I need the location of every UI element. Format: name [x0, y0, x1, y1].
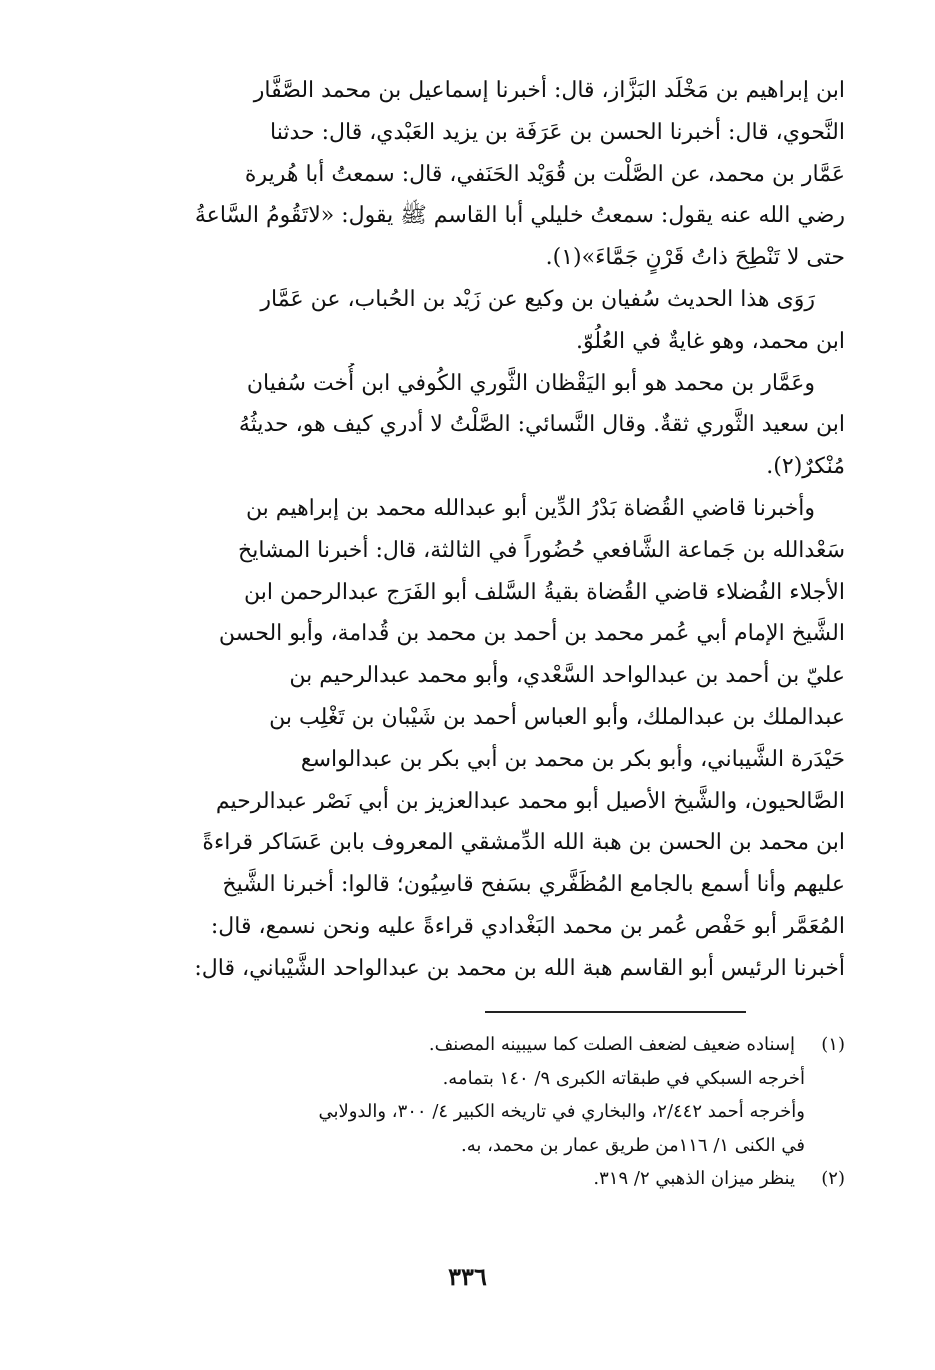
text-line: عبدالملك بن عبدالملك، وأبو العباس أحمد بن شَيْبان بن تَغْلِب بن: [269, 704, 845, 730]
paragraph-narration-note: [100, 279, 845, 363]
text-line: حَيْدَرة الشَّيباني، وأبو بكر بن محمد بن أبي بكر بن عبدالواسع: [300, 746, 845, 772]
footnote-number: (٢): [821, 1168, 845, 1189]
paragraph-narrator-assessment: [100, 363, 845, 488]
text-line: ابن محمد بن الحسن بن هبة الله الدِّمشقي المعروف بابن عَسَاكر قراءةً: [202, 830, 845, 856]
text-line: أخبرنا الرئيس أبو القاسم هبة الله بن محمد بن عبدالواحد الشَّيْباني، قال:: [194, 955, 845, 981]
footnotes-section: [100, 1028, 845, 1196]
footnote-number: (١): [821, 1034, 845, 1055]
text-line: ابن محمد، وهو غايةٌ في العُلُوّ.: [576, 328, 845, 354]
text-line: رَوَى هذا الحديث سُفيان بن وكيع عن زَيْد بن الحُباب، عن عَمَّار: [260, 286, 815, 312]
text-line: سَعْدالله بن جَماعة الشَّافعي حُضُوراً في الثالثة، قال: أخبرنا المشايخ: [238, 537, 845, 563]
footnote-line: [100, 1028, 845, 1062]
paragraph-second-chain: [100, 488, 845, 990]
text-line: الشَّيخ الإمام أبي عُمر محمد بن أحمد بن محمد بن قُدامة، وأبو الحسن: [218, 621, 845, 647]
footnote-2: [100, 1162, 845, 1196]
text-line: عليّ بن أحمد بن عبدالواحد السَّعْدي، وأبو محمد عبدالرحيم بن: [289, 663, 845, 689]
footnote-line: في الكنى ١/ ١١٦من طريق عمار بن محمد، به.: [461, 1134, 805, 1156]
footnote-line: [100, 1162, 845, 1196]
paragraph-hadith-chain: [100, 70, 845, 279]
footnote-line: أخرجه السبكي في طبقاته الكبرى ٩/ ١٤٠ بتمامه.: [442, 1067, 805, 1089]
footnote-divider: [485, 1011, 746, 1013]
text-line: ابن إبراهيم بن مَخْلَد البَزَّاز، قال: أخبرنا إسماعيل بن محمد الصَّفَّار: [253, 78, 845, 103]
text-line: وعَمَّار بن محمد هو أبو اليَقْظان الثَّوري الكُوفي ابن أُخت سُفيان: [246, 370, 815, 396]
text-line: عليهم وأنا أسمع بالجامع المُظَفَّري بسَفح قاسِيُون؛ قالوا: أخبرنا الشَّيخ: [222, 872, 845, 898]
text-line: الأجلاء الفُضلاء قاضي القُضاة بقيةُ السَّلف أبو الفَرَج عبدالرحمن ابن: [243, 579, 845, 605]
text-line: حتى لا تَنْطِحَ ذاتُ قَرْنٍ جَمَّاءَ»(١).: [545, 245, 845, 271]
page-body: [100, 70, 845, 990]
footnote-line: وأخرجه أحمد ٢/٤٤٢، والبخاري في تاريخه الكبير ٤/ ٣٠٠، والدولابي: [318, 1101, 805, 1122]
page-number: ٣٣٦: [448, 1262, 487, 1291]
text-line: ابن سعيد الثَّوري ثقةٌ. وقال النَّسائي: الصَّلْتُ لا أدري كيف هو، حديثُهُ: [238, 412, 845, 438]
text-line: المُعَمَّر أبو حَفْص عُمر بن محمد البَغْدادي قراءةً عليه ونحن نسمع، قال:: [210, 913, 845, 939]
text-line: وأخبرنا قاضي القُضاة بَدْرُ الدِّين أبو عبدالله محمد بن إبراهيم بن: [245, 495, 815, 521]
text-line: رضي الله عنه يقول: سمعتُ خليلي أبا القاسم ﷺ يقول: «لاتَقُومُ السَّاعةُ: [194, 203, 845, 229]
text-line: مُنْكرٌ(٢).: [766, 454, 845, 480]
text-line: النَّحوي، قال: أخبرنا الحسن بن عَرَفَة بن يزيد العَبْدي، قال: حدثنا: [269, 119, 845, 145]
text-line: الصَّالحيون، والشَّيخ الأصيل أبو محمد عبدالعزيز بن أبي نَصْر عبدالرحيم: [215, 788, 845, 814]
footnote-1: [100, 1028, 845, 1162]
text-line: عَمَّار بن محمد، عن الصَّلْت بن قُوَيْد الحَنَفي، قال: سمعتُ أبا هُريرة: [244, 161, 845, 187]
main-text: [100, 70, 845, 990]
footnote-text: ينظر ميزان الذهبي ٢/ ٣١٩.: [593, 1168, 795, 1189]
footnote-text: إسناده ضعيف لضعف الصلت كما سيبينه المصنف.: [428, 1034, 795, 1055]
